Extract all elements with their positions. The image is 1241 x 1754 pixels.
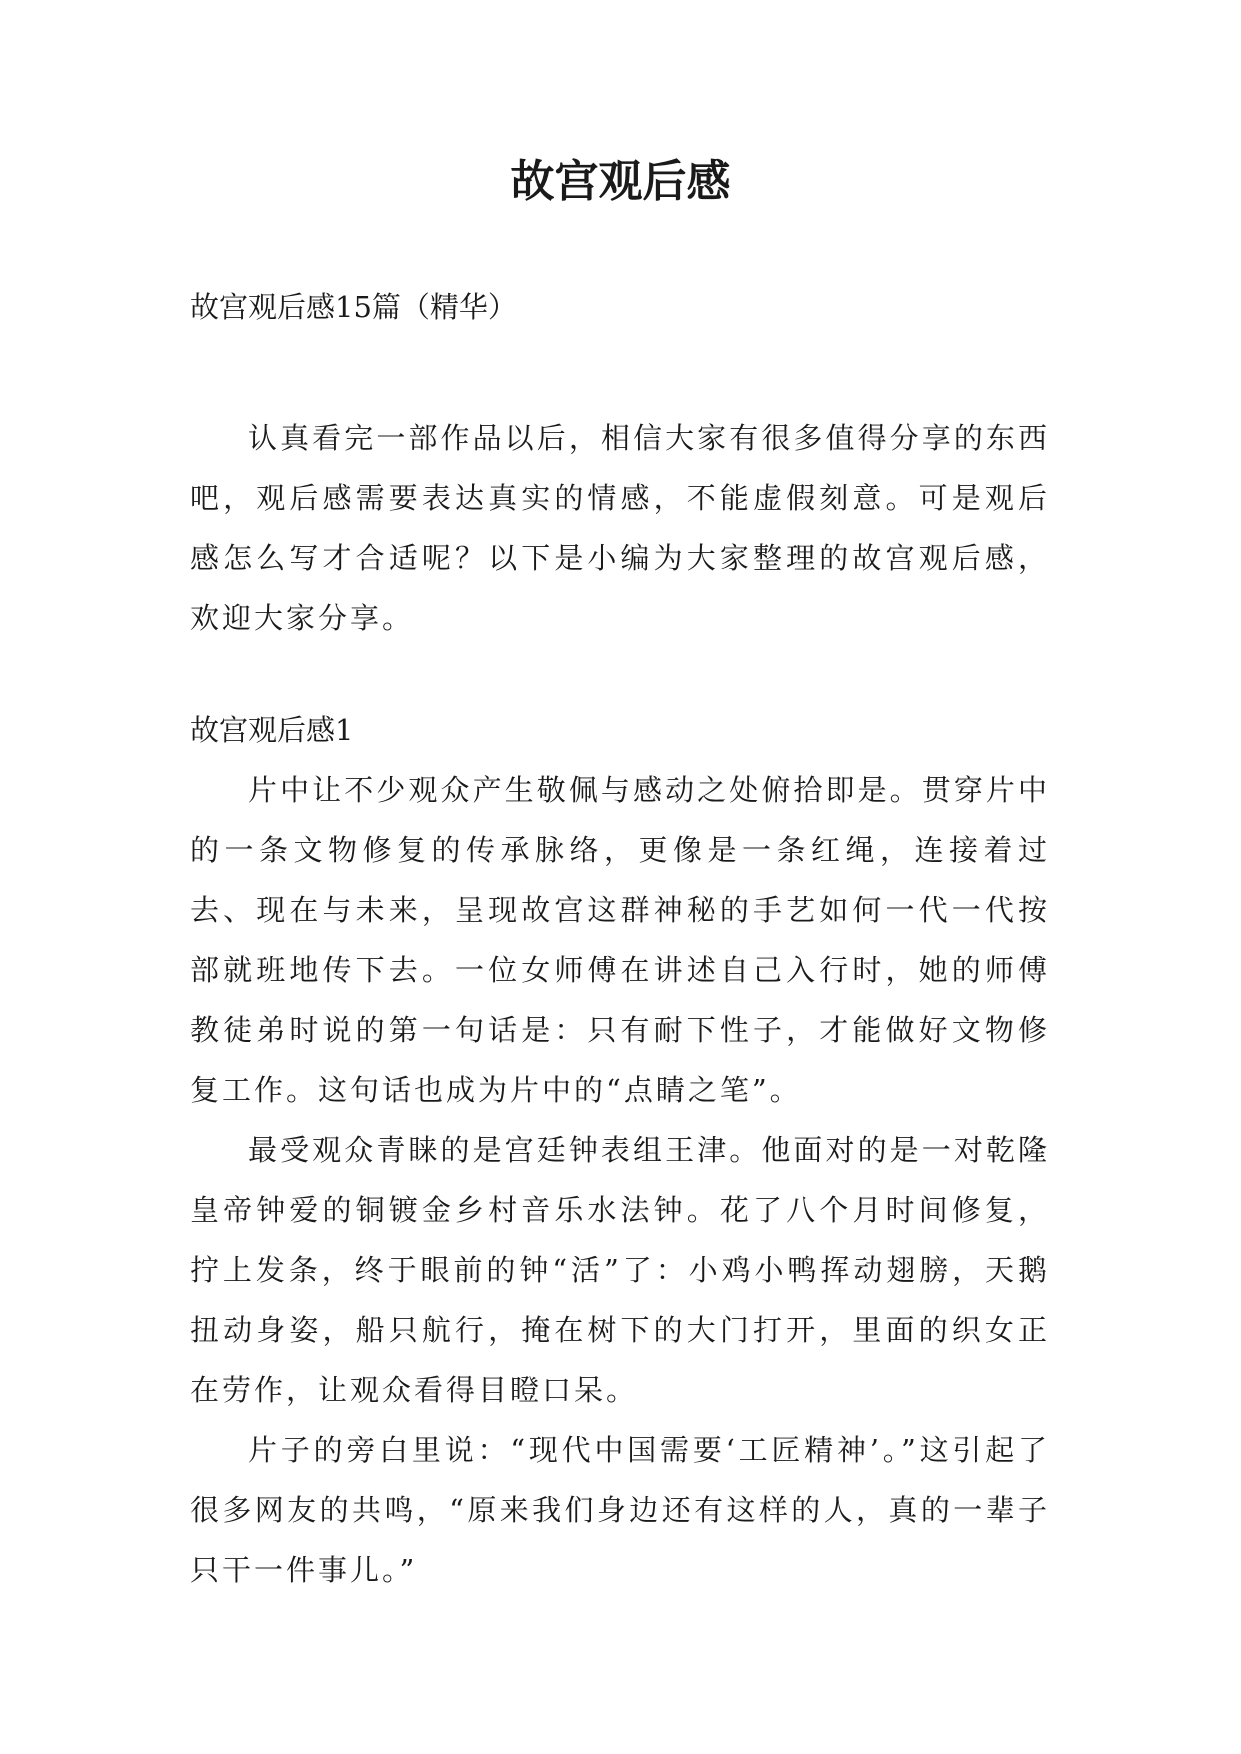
section-paragraph-1: 片中让不少观众产生敬佩与感动之处俯拾即是。贯穿片中的一条文物修复的传承脉络，更像是一条红绳，连接着过去、现在与未来，呈现故宫这群神秘的手艺如何一代一代按部就班地传下去。一位女师傅在讲述自己入行时，她的师傅教徒弟时说的第一句话是：只有耐下性子，才能做好文物修复工作。这句话也成为片中的“点睛之笔”。 — [190, 773, 1050, 1107]
document-title: 故宫观后感 — [510, 156, 731, 207]
section-1 — [190, 700, 1050, 1600]
section-heading: 故宫观后感1 — [190, 713, 354, 747]
intro-block — [190, 408, 1050, 648]
intro-paragraph: 认真看完一部作品以后，相信大家有很多值得分享的东西吧，观后感需要表达真实的情感，不能虚假刻意。可是观后感怎么写才合适呢？以下是小编为大家整理的故宫观后感，欢迎大家分享。 — [190, 421, 1050, 635]
section-paragraph-3: 片子的旁白里说：“现代中国需要‘工匠精神’。”这引起了很多网友的共鸣，“原来我们身边还有这样的人，真的一辈子只干一件事儿。” — [190, 1433, 1050, 1587]
document-subtitle: 故宫观后感15篇（精华） — [190, 290, 517, 324]
section-paragraph-2: 最受观众青睐的是宫廷钟表组王津。他面对的是一对乾隆皇帝钟爱的铜镀金乡村音乐水法钟。花了八个月时间修复，拧上发条，终于眼前的钟“活”了：小鸡小鸭挥动翅膀，天鹅扭动身姿，船只航行，掩在树下的大门打开，里面的织女正在劳作，让观众看得目瞪口呆。 — [190, 1133, 1050, 1407]
